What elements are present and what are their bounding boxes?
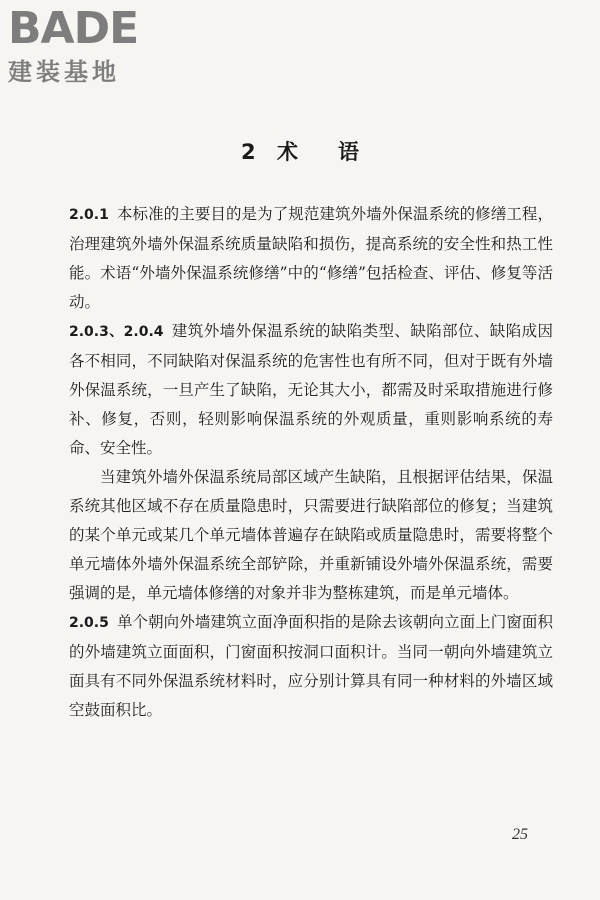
document-body: [69, 200, 553, 725]
clause-text: 本标准的主要目的是为了规范建筑外墙外保温系统的修缮工程，治理建筑外墙外保温系统质量缺陷和损伤，提高系统的安全性和热工性能。术语“外墙外保温系统修缮”中的“修缮”包括检查、评估、修复等活动。: [69, 205, 553, 311]
clause-number: 2.0.3、2.0.4: [69, 324, 164, 340]
clause-paragraph: [69, 463, 553, 608]
logo-brand-text: BADE: [8, 3, 139, 54]
clause-2-0-3-2-0-4: [69, 317, 553, 463]
clause-number: 2.0.5: [69, 615, 109, 631]
clause-2-0-5: [69, 608, 553, 725]
logo-subtitle: 建装基地: [8, 58, 120, 86]
chapter-number: 2: [241, 140, 258, 164]
clause-2-0-1: [69, 200, 553, 317]
chapter-title: 术语: [276, 140, 399, 164]
page-number: 25: [512, 826, 528, 843]
chapter-heading: [0, 136, 600, 166]
clause-text: 单个朝向外墙建筑立面净面积指的是除去该朝向立面上门窗面积的外墙建筑立面面积，门窗面积按洞口面积计。当同一朝向外墙建筑立面具有不同外保温系统材料时，应分别计算具有同一种材料的外墙区域空鼓面积比。: [69, 613, 553, 719]
site-logo: [8, 3, 178, 86]
clause-number: 2.0.1: [69, 207, 109, 223]
clause-text: 建筑外墙外保温系统的缺陷类型、缺陷部位、缺陷成因各不相同，不同缺陷对保温系统的危害性也有所不同，但对于既有外墙外保温系统，一旦产生了缺陷，无论其大小，都需及时采取措施进行修补、修复，否则，轻则影响保温系统的外观质量，重则影响系统的寿命、安全性。: [69, 322, 553, 457]
clause-text: 当建筑外墙外保温系统局部区域产生缺陷，且根据评估结果，保温系统其他区域不存在质量隐患时，只需要进行缺陷部位的修复；当建筑的某个单元或某几个单元墙体普遍存在缺陷或质量隐患时，需要将整个单元墙体外墙外保温系统全部铲除，并重新铺设外墙外保温系统，需要强调的是，单元墙体修缮的对象并非为整栋建筑，而是单元墙体。: [69, 468, 553, 602]
